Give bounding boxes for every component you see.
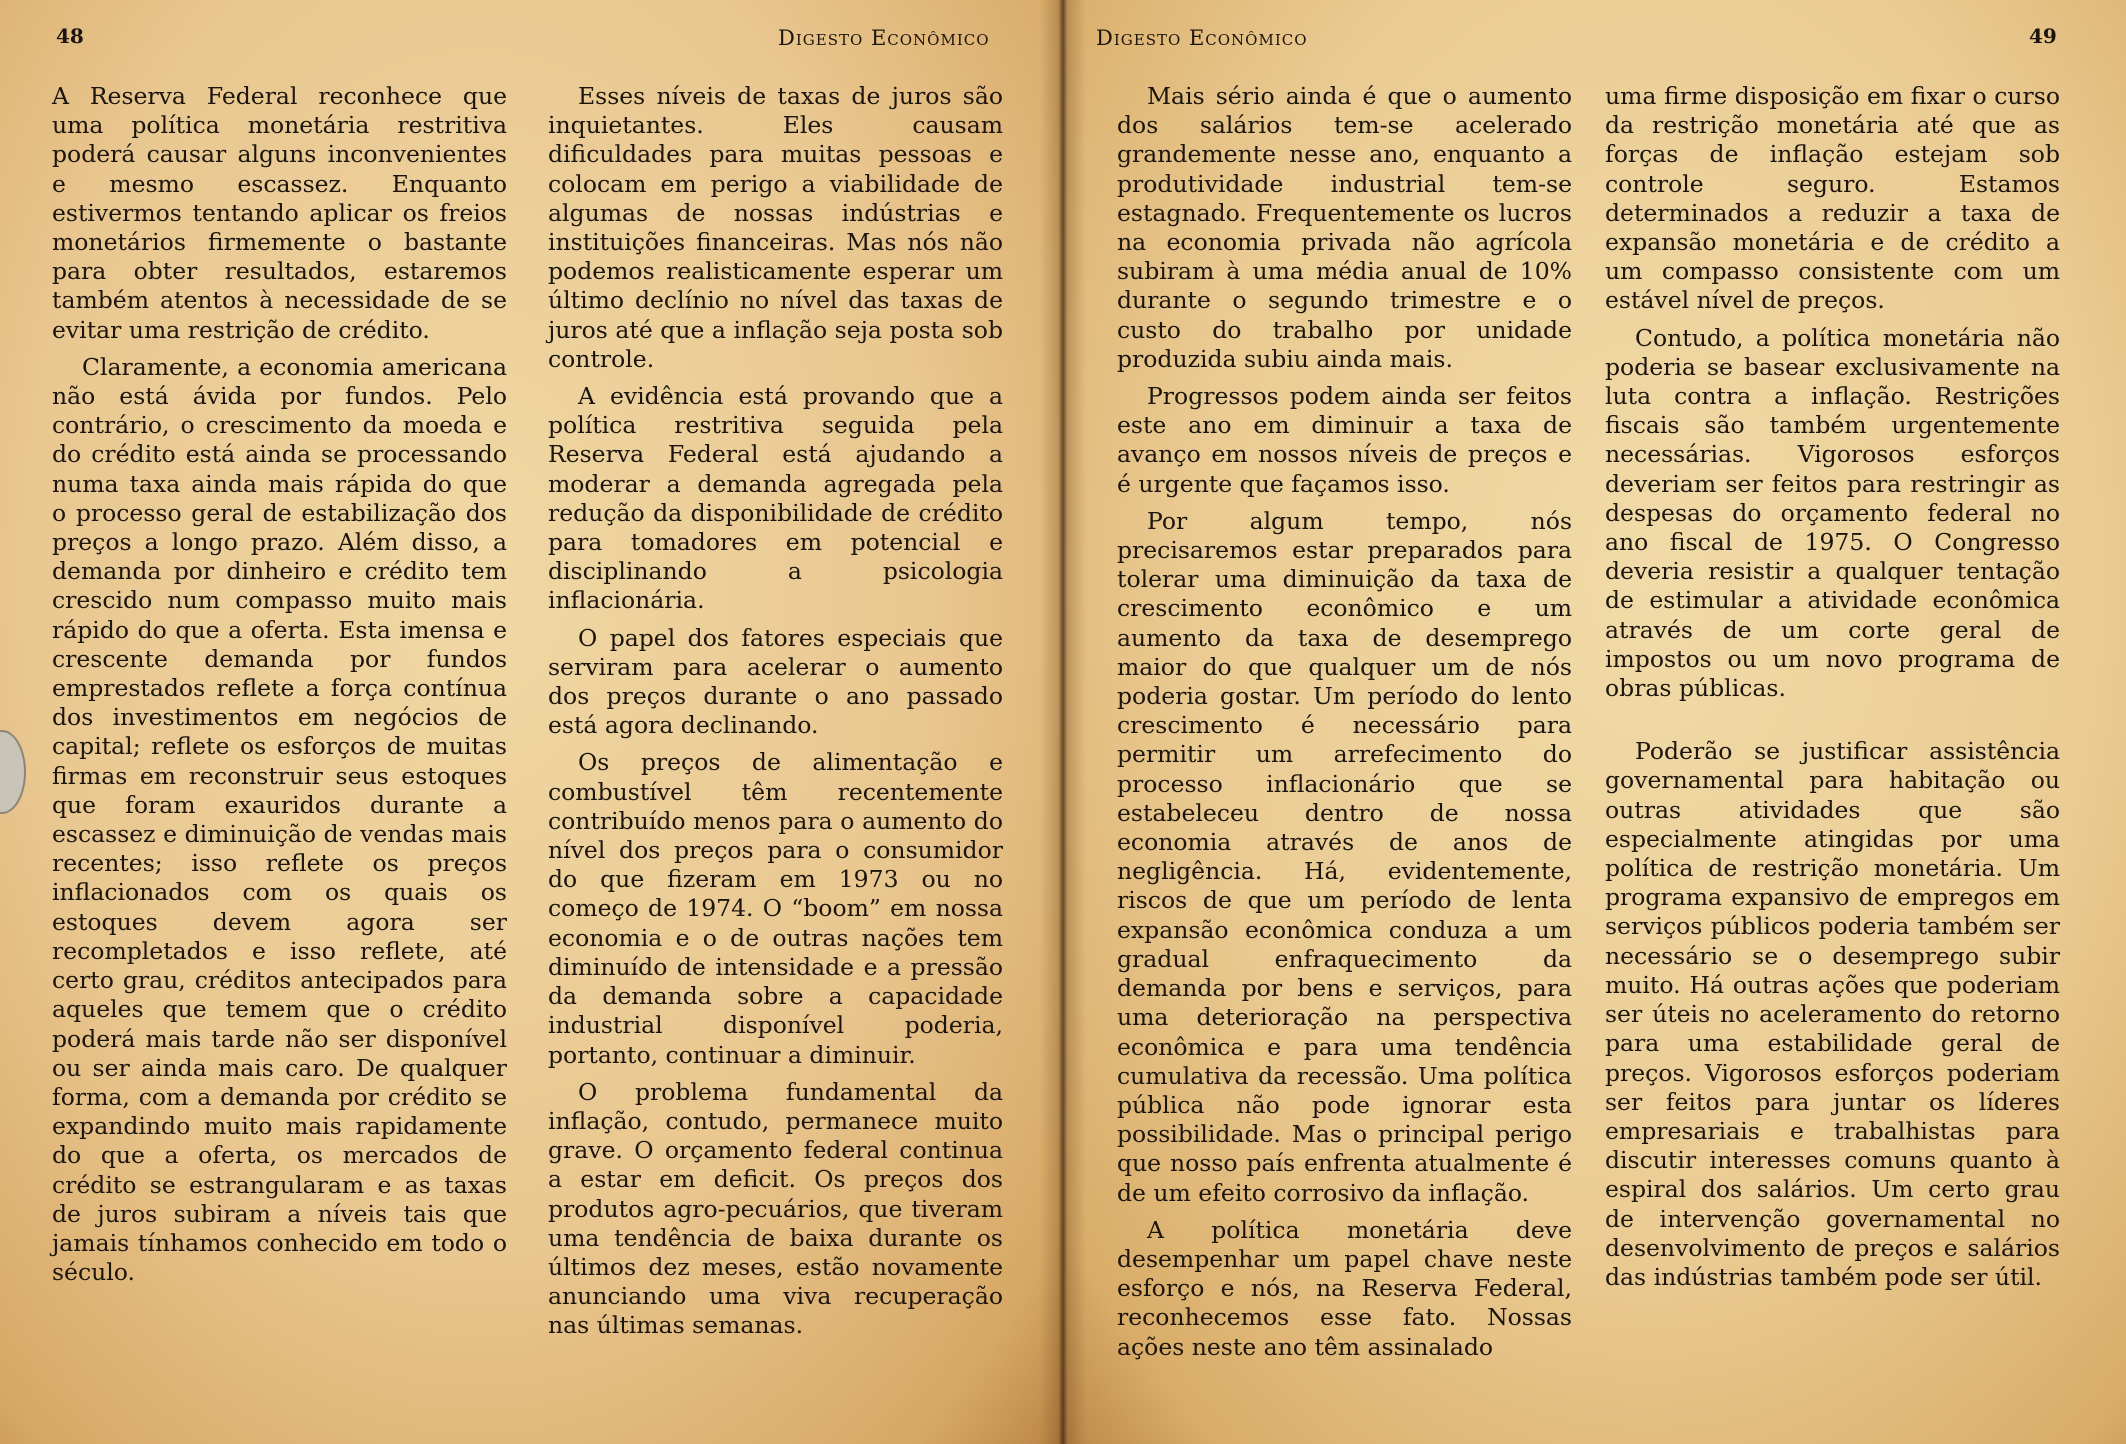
- paragraph: Esses níveis de taxas de juros são inquietantes. Eles causam dificuldades para muitas pessoas e colocam em perigo a viabilidade de algumas de nossas indústrias e instituições financeiras. Mas nós não podemos realisticamente esperar um último declínio no nível das taxas de juros até que a inflação seja posta sob controle.: [548, 82, 1003, 373]
- paragraph: A política monetária deve desempenhar um papel chave neste esforço e nós, na Reserva Federal, reconhecemos esse fato. Nossas ações neste ano têm assinalado: [1117, 1215, 1572, 1361]
- book-gutter: [1040, 0, 1086, 1444]
- paragraph: O problema fundamental da inflação, contudo, permanece muito grave. O orçamento federal continua a estar em deficit. Os preços dos produtos agro-pecuários, que tiveram uma tendência de baixa durante os últimos dez meses, estão novamente anunciando uma viva recuperação nas últimas semanas.: [548, 1077, 1003, 1340]
- binding-hole: [0, 730, 26, 814]
- paragraph: A evidência está provando que a política restritiva seguida pela Reserva Federal está ajudando a moderar a demanda agregada pela redução da disponibilidade de crédito para tomadores em potencial e disciplinando a psicologia inflacionária.: [548, 382, 1003, 615]
- paragraph: O papel dos fatores especiais que serviram para acelerar o aumento dos preços durante o ano passado está agora declinando.: [548, 623, 1003, 740]
- paragraph: Por algum tempo, nós precisaremos estar preparados para tolerar uma diminuição da taxa de crescimento econômico e um aumento da taxa de desemprego maior do que qualquer um de nós poderia gostar. Um período do lento crescimento é necessário para permitir um arrefecimento do processo inflacionário que se estabeleceu dentro de nossa economia através de anos de negligência. Há, evidentemente, riscos de que um período de lenta expansão econômica conduza a um gradual enfraquecimento da demanda por bens e serviços, para uma deterioração na perspectiva econômica e para uma tendência cumulativa da recessão. Uma política pública não pode ignorar esta possibilidade. Mas o principal perigo que nosso país enfrenta atualmente é de um efeito corrosivo da inflação.: [1117, 506, 1572, 1207]
- page-number-left: 48: [56, 24, 84, 48]
- paragraph: A Reserva Federal reconhece que uma política monetária restritiva poderá causar alguns inconvenientes e mesmo escassez. Enquanto estivermos tentando aplicar os freios monetários firmemente o bastante para obter resultados, estaremos também atentos à necessidade de se evitar uma restrição de crédito.: [52, 82, 507, 344]
- paragraph: Progressos podem ainda ser feitos este ano em diminuir a taxa de avanço em nossos níveis de preços e é urgente que façamos isso.: [1117, 382, 1572, 498]
- column-3: [1117, 82, 1572, 1370]
- column-1: [52, 82, 507, 1295]
- column-4: [1605, 82, 2060, 1300]
- paragraph: Poderão se justificar assistência governamental para habitação ou outras atividades que são especialmente atingidas por uma política de restrição monetária. Um programa expansivo de empregos em serviços públicos poderia também ser necessário se o desemprego subir muito. Há outras ações que poderiam ser úteis no aceleramento do retorno para uma estabilidade geral de preços. Vigorosos esforços poderiam ser feitos para juntar os líderes empresariais e trabalhistas para discutir interesses comuns quanto à espiral dos salários. Um certo grau de intervenção governamental no desenvolvimento de preços e salários das indústrias também pode ser útil.: [1605, 737, 2060, 1291]
- column-2: [548, 82, 1003, 1349]
- running-head-right: Digesto Econômico: [1096, 26, 1308, 50]
- paragraph: Contudo, a política monetária não poderia se basear exclusivamente na luta contra a inflação. Restrições fiscais são também urgentemente necessárias. Vigorosos esforços deveriam ser feitos para restringir as despesas do orçamento federal no ano fiscal de 1975. O Congresso deveria resistir a qualquer tentação de estimular a atividade econômica através de um corte geral de impostos ou um novo programa de obras públicas.: [1605, 323, 2060, 703]
- page-number-right: 49: [2029, 24, 2057, 48]
- paragraph: Claramente, a economia americana não está ávida por fundos. Pelo contrário, o crescimento da moeda e do crédito está ainda se processando numa taxa ainda mais rápida do que o processo geral de estabilização dos preços a longo prazo. Além disso, a demanda por dinheiro e crédito tem crescido num compasso muito mais rápido do que a oferta. Esta imensa e crescente demanda por fundos emprestados reflete a força contínua dos investimentos em negócios de capital; reflete os esforços de muitas firmas em reconstruir seus estoques que foram exauridos durante a escassez e diminuição de vendas mais recentes; isso reflete os preços inflacionados com os quais os estoques devem agora ser recompletados e isso reflete, até certo grau, créditos antecipados para aqueles que temem que o crédito poderá mais tarde não ser disponível ou ser ainda mais caro. De qualquer forma, com a demanda por crédito se expandindo muito mais rapidamente do que a oferta, os mercados de crédito se estrangularam e as taxas de juros subiram a níveis tais que jamais tínhamos conhecido em todo o século.: [52, 352, 507, 1287]
- paragraph: uma firme disposição em fixar o curso da restrição monetária até que as forças de inflação estejam sob controle seguro. Estamos determinados a reduzir a taxa de expansão monetária e de crédito a um compasso consistente com um estável nível de preços.: [1605, 82, 2060, 315]
- paragraph: Os preços de alimentação e combustível têm recentemente contribuído menos para o aumento do nível dos preços para o consumidor do que fizeram em 1973 ou no começo de 1974. O “boom” em nossa economia e o de outras nações tem diminuído de intensidade e a pressão da demanda sobre a capacidade industrial disponível poderia, portanto, continuar a diminuir.: [548, 748, 1003, 1069]
- paragraph: Mais sério ainda é que o aumento dos salários tem-se acelerado grandemente nesse ano, enquanto a produtividade industrial tem-se estagnado. Frequentemente os lucros na economia privada não agrícola subiram à uma média anual de 10% durante o segundo trimestre e o custo do trabalho por unidade produzida subiu ainda mais.: [1117, 82, 1572, 373]
- right-page: [1063, 0, 2126, 1444]
- running-head-left: Digesto Econômico: [778, 26, 990, 50]
